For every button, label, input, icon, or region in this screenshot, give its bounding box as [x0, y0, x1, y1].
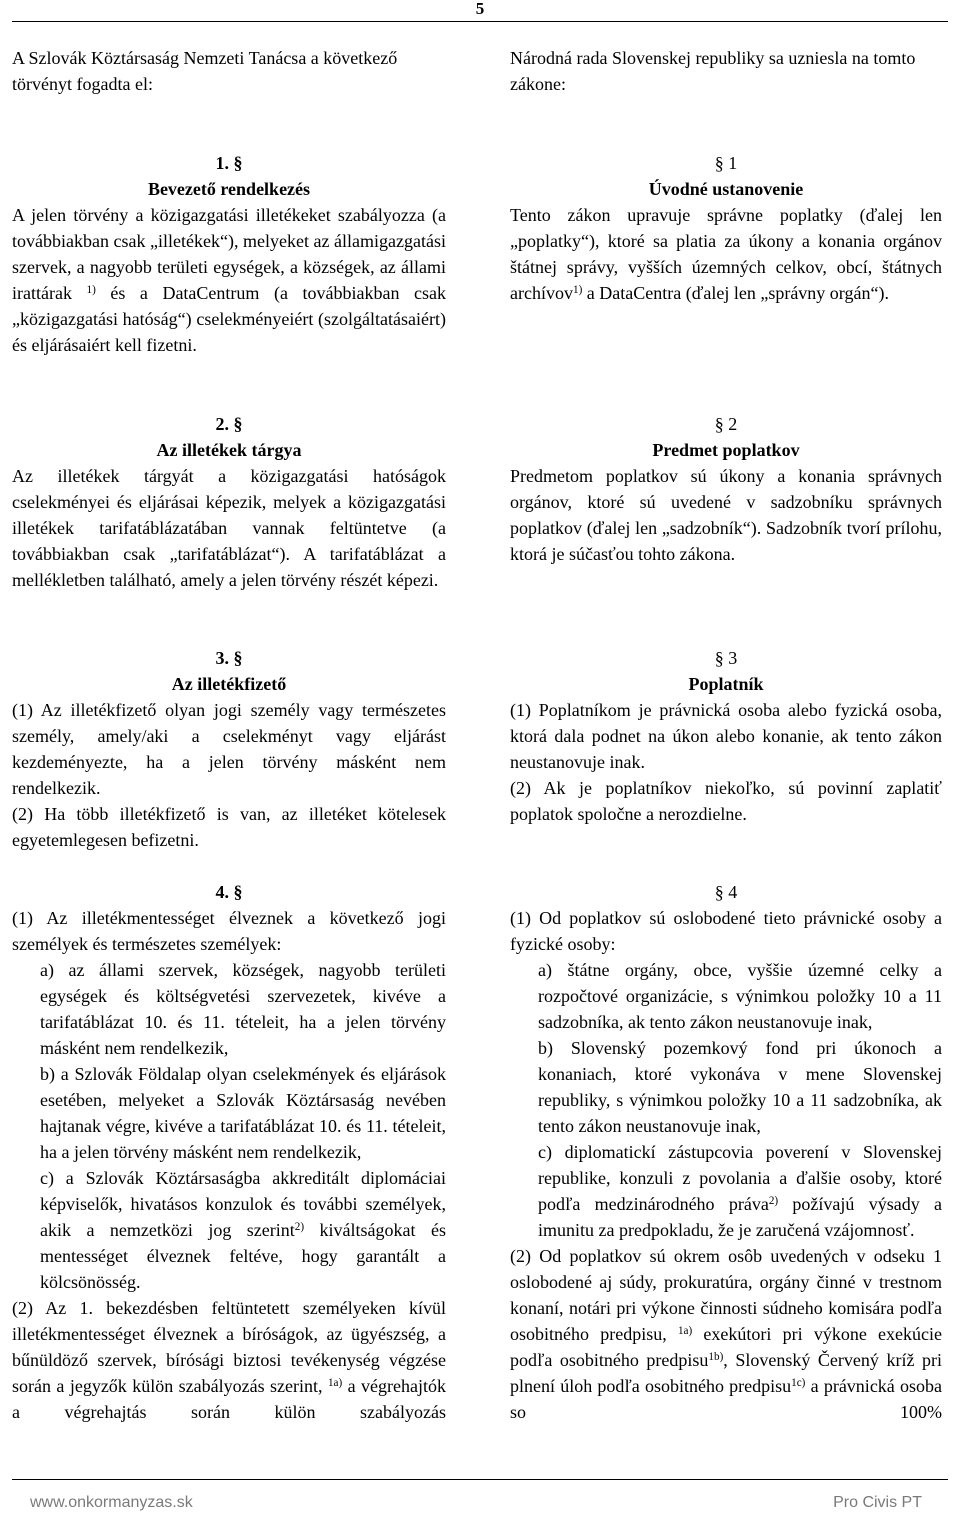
text-run: , Slovenský Červený kríž pri plnení úloh podľa osobitného predpisu — [510, 1350, 943, 1396]
footer-website: www.onkormanyzas.sk — [30, 1494, 193, 1511]
text-run: a végrehajtók a végrehajtás során külön szabályozás — [12, 1376, 446, 1422]
text-run: b) Slovenský pozemkový fond pri úkonoch a konaniach, ktoré vykonáva v mene Slovenskej republiky, s výnimkou položky 10 a 11 sadzobníka, ak tento zákon neustanovuje inak, — [538, 1038, 942, 1136]
section-1-hungarian — [12, 150, 446, 358]
paragraph — [12, 463, 446, 593]
section-2-slovak — [510, 411, 942, 567]
section-2 — [12, 411, 942, 619]
preamble-text-hu: A Szlovák Köztársaság Nemzeti Tanácsa a következő törvényt fogadta el: — [12, 48, 398, 94]
section-title: Úvodné ustanovenie — [648, 179, 804, 199]
paragraph — [12, 697, 446, 801]
footnote-reference: 1) — [572, 283, 583, 296]
text-run: Az illetékek tárgyát a közigazgatási hatóságok cselekményei és eljárásai képezik, melyek a közigazgatási illetékek tarifatáblázatában vannak feltüntetve (a továbbiakban csak „tarifatáblázat“). A tarifatáblázat a mellékletben található, amely a jelen törvény részét képezi. — [12, 466, 446, 590]
list-item — [510, 1035, 942, 1139]
paragraph — [510, 775, 942, 827]
text-run: a) az állami szervek, községek, nagyobb területi egységek és költségvetési szervezetek, kivéve a tarifatáblázat 10. és 11. tételeit, ha a jelen törvény másként nem rendelkezik, — [40, 960, 446, 1058]
page-footer — [12, 1479, 948, 1513]
text-run: (2) Az 1. bekezdésben feltüntetett személyeken kívül illetékmentességet élveznek a bíróságok, az ügyészség, a bűnüldöző szervek, bírósági biztosi tevékenység végzése során a jegyzők külön szabályozás szerint, — [12, 1298, 446, 1396]
footnote-reference: 1b) — [708, 1350, 724, 1363]
section-4-hungarian — [12, 879, 446, 1425]
footer-publisher: Pro Civis PT — [833, 1494, 922, 1511]
text-run: (1) Od poplatkov sú oslobodené tieto právnické osoby a fyzické osoby: — [510, 908, 942, 954]
section-title: Bevezető rendelkezés — [147, 179, 311, 199]
text-run: (2) Od poplatkov sú okrem osôb uvedených v odseku 1 oslobodené aj súdy, prokuratúra, orgány činné v trestnom konaní, notári pri výkone činnosti súdneho komisára podľa osobitného predpisu, — [510, 1246, 942, 1344]
text-run: Tento zákon upravuje správne poplatky (ďalej len „poplatky“), ktoré sa platia za úkony a konania orgánov štátnej správy, vyšších územných celkov, obcí, štátnych archívov — [510, 205, 942, 303]
text-run: c) diplomatickí zástupcovia poverení v Slovenskej republike, konzuli z povolania a ďalšie osoby, ktoré podľa medzinárodného práva — [538, 1142, 942, 1214]
section-number: 3. § — [215, 648, 243, 668]
text-run: és a DataCentrum (a továbbiakban csak „közigazgatási hatóság“) cselekményeiért (szolgáltatásaiért) és eljárásaiért kell fizetni. — [12, 283, 446, 355]
footnote-reference: 1c) — [791, 1376, 806, 1389]
text-run: A jelen törvény a közigazgatási illetékeket szabályozza (a továbbiakban csak „illetékek“), melyeket az államigazgatási szervek, a nagyobb területi egységek, a községek, az állami irattárak — [12, 205, 446, 303]
preamble-text-sk: Národná rada Slovenskej republiky sa uzniesla na tomto zákone: — [510, 48, 916, 94]
text-run: (1) Az illetékmentességet élveznek a következő jogi személyek és természetes személyek: — [12, 908, 446, 954]
text-run: (2) Ak je poplatníkov niekoľko, sú povinní zaplatiť poplatok spoločne a nerozdielne. — [510, 778, 942, 824]
section-title: Poplatník — [688, 674, 764, 694]
section-4 — [12, 879, 942, 1451]
footnote-reference: 2) — [294, 1220, 305, 1233]
preamble-slovak — [510, 45, 942, 97]
section-3-slovak — [510, 645, 942, 827]
paragraph — [510, 697, 942, 775]
text-run: (1) Az illetékfizető olyan jogi személy vagy természetes személy, amely/aki a cselekményt vagy eljárást kezdeményezte, ha a jelen törvény másként nem rendelkezik. — [12, 700, 446, 798]
section-number: § 2 — [714, 414, 738, 434]
sections — [12, 150, 942, 1451]
text-run: Predmetom poplatkov sú úkony a konania správnych orgánov, ktoré sú uvedené v sadzobníku správnych poplatkov (ďalej len „sadzobník“). Sadzobník tvorí prílohu, ktorá je súčasťou tohto zákona. — [510, 466, 942, 564]
paragraph — [510, 1243, 942, 1425]
section-4-slovak — [510, 879, 942, 1425]
section-title: Predmet poplatkov — [652, 440, 800, 460]
text-run: kiváltságokat és mentességet élveznek feltéve, hogy garantált a kölcsönösség. — [40, 1220, 446, 1292]
paragraph — [12, 801, 446, 853]
list-item — [510, 1139, 942, 1243]
text-run: exekútori pri výkone exekúcie podľa osobitného predpisu — [510, 1324, 942, 1370]
paragraph — [12, 1295, 446, 1425]
page-number: 5 — [12, 0, 948, 22]
text-run: a právnická osoba so 100% — [510, 1376, 943, 1422]
section-2-hungarian — [12, 411, 446, 593]
paragraph — [510, 905, 942, 957]
paragraph — [510, 202, 942, 306]
text-run: požívajú výsady a imunitu za predpokladu, že je zaručená vzájomnosť. — [538, 1194, 942, 1240]
section-number: § 3 — [714, 648, 738, 668]
document-body — [12, 45, 942, 1451]
section-3-hungarian — [12, 645, 446, 853]
section-title: Az illetékfizető — [171, 674, 287, 694]
paragraph — [12, 905, 446, 957]
text-run: c) a Szlovák Köztársaságba akkreditált diplomáciai képviselők, hivatásos konzulok és további személyek, akik a nemzetközi jog szerint — [40, 1168, 446, 1240]
section-number: 2. § — [215, 414, 243, 434]
section-1-slovak — [510, 150, 942, 306]
section-number: 1. § — [215, 153, 243, 173]
text-run: a) štátne orgány, obce, vyššie územné celky a rozpočtové organizácie, s výnimkou položky 10 a 11 sadzobníka, ak tento zákon neustanovuje inak, — [538, 960, 942, 1032]
text-run: (2) Ha több illetékfizető is van, az illetéket kötelesek egyetemlegesen befizetni. — [12, 804, 446, 850]
text-run: b) a Szlovák Földalap olyan cselekmények és eljárások esetében, melyeket a Szlovák Köztársaság nevében hajtanak végre, kivéve a tarifatáblázat 10. és 11. tételeit, ha a jelen törvény másként nem rendelkezik, — [40, 1064, 446, 1162]
text-run: a DataCentra (ďalej len „správny orgán“). — [582, 283, 889, 303]
section-1 — [12, 150, 942, 384]
preamble-hungarian — [12, 45, 446, 97]
footnote-reference: 1a) — [327, 1376, 343, 1389]
preamble — [12, 45, 942, 97]
list-item — [12, 1061, 446, 1165]
section-number: § 4 — [714, 882, 738, 902]
section-3 — [12, 645, 942, 853]
paragraph — [12, 202, 446, 358]
section-number: § 1 — [714, 153, 738, 173]
footnote-reference: 2) — [768, 1194, 779, 1207]
footnote-reference: 1) — [86, 283, 96, 296]
text-run: (1) Poplatníkom je právnická osoba alebo fyzická osoba, ktorá dala podnet na úkon alebo konanie, ak tento zákon neustanovuje inak. — [510, 700, 942, 772]
section-number: 4. § — [215, 882, 243, 902]
footnote-reference: 1a) — [677, 1324, 693, 1337]
list-item — [510, 957, 942, 1035]
list-item — [12, 957, 446, 1061]
section-title: Az illetékek tárgya — [156, 440, 302, 460]
paragraph — [510, 463, 942, 567]
list-item — [12, 1165, 446, 1295]
